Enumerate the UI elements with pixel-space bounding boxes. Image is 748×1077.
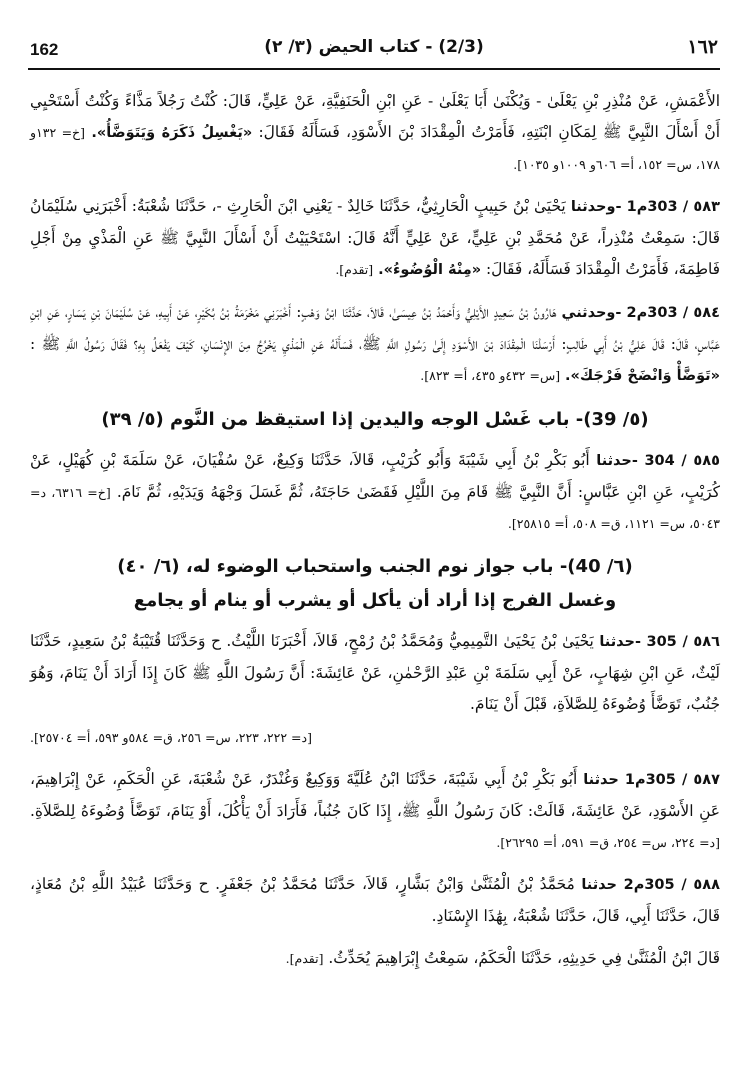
hadith-number: ٥٨٧ / 305م1 bbox=[624, 772, 720, 788]
continued-hadith bbox=[30, 86, 720, 180]
narration-keyword: حدثنا bbox=[583, 772, 619, 788]
hadith-reference: [خ= ٦٣١٦، د= ٥٠٤٣، س= ١١٢١، ق= ٥٠٨، أ= ٢٥٨١٥]. bbox=[30, 485, 720, 531]
hadith-585 bbox=[30, 445, 720, 539]
narration-keyword: -حدثنا bbox=[596, 453, 638, 469]
cross-reference-tag: [تقدم]. bbox=[285, 951, 324, 966]
hadith-583 bbox=[30, 191, 720, 286]
hadith-text: يَحْيَىٰ بْنُ يَحْيَىٰ التَّمِيمِيُّ وَمُحَمَّدُ بْنُ رُمْحٍ، قَالاَ، أَخْبَرَنَا اللَّيْثُ. ح وَحَدَّثَنَا قُتَيْبَةُ بْنُ سَعِيدٍ، حَدَّثَنَا لَيْثٌ، عَنِ ابْنِ شِهَابٍ، عَنْ أَبِي سَلَمَةَ بْنِ عَبْدِ الرَّحْمٰنِ، عَنْ عَائِشَةَ: أَنَّ رَسُولَ اللَّهِ ﷺ كَانَ إِذَا أَرَادَ أَنْ يَنَامَ، وَهُوَ جُنُبٌ، تَوَضَّأَ وُضُوءَهُ لِلصَّلاَةِ، قَبْلَ أَنْ يَنَامَ. bbox=[30, 632, 720, 713]
hadith-587 bbox=[30, 764, 720, 858]
hadith-text: يَحْيَىٰ بْنُ حَبِيبٍ الْحَارِثِيُّ، حَدَّثَنَا خَالِدٌ - يَعْنِي ابْنَ الْحَارِثِ -، حَدَّثَنَا شُعْبَةُ: أَخْبَرَنِي سُلَيْمَانُ قَالَ: سَمِعْتُ مُنْذِراً، عَنْ مُحَمَّدِ بْنِ عَلِيٍّ، عَنْ عَلِيٍّ أَنَّهُ قَالَ: اسْتَحْيَيْتُ أَنْ أَسْأَلَ النَّبِيَّ ﷺ عَنِ الْمَذْيِ مِنْ أَجْلِ فَاطِمَةَ، فَأَمَرْتُ الْمِقْدَادَ فَسَأَلَهُ، فَقَالَ: bbox=[30, 197, 721, 278]
hadith-reference: [د= ٢٢٢، ٢٢٣، س= ٢٥٦، ق= ٥٨٤و ٥٩٣، أ= ٢٥٧٠٤]. bbox=[30, 730, 312, 745]
narration-keyword: -وحدثني bbox=[561, 305, 622, 321]
hadith-584 bbox=[30, 297, 720, 392]
chapter-heading-line-1: (٦/ 40)- باب جواز نوم الجنب واستحباب الوضوء له، (٦/ ٤٠) bbox=[117, 556, 633, 577]
cross-reference-tag: [تقدم]. bbox=[335, 262, 374, 277]
hadith-number: ٥٨٤ / 303م2 bbox=[626, 305, 720, 321]
page-number-latin: 162 bbox=[30, 40, 59, 59]
hadith-quote: «مِنْهُ الْوُضُوءُ». bbox=[378, 262, 482, 278]
chapter-heading-39: (٥/ 39)- باب غَسْل الوجه واليدين إذا استيقظ من النَّوم (٥/ ٣٩) bbox=[101, 409, 649, 430]
closing-note bbox=[30, 943, 720, 974]
hadith-588 bbox=[30, 869, 720, 932]
closing-text: قَالَ ابْنُ الْمُثَنَّىٰ فِي حَدِيثِهِ، حَدَّثَنَا الْحَكَمُ، سَمِعْتُ إِبْرَاهِيمَ يُحَدِّثُ. bbox=[328, 949, 720, 967]
page-header bbox=[28, 30, 720, 70]
chapter-heading-line-2: وغسل الفرج إذا أراد أن يأكل أو يشرب أو ينام أو يجامع bbox=[133, 590, 617, 611]
running-title: (2/3) - كتاب الحيض (٣/ ٢) bbox=[264, 37, 484, 57]
hadith-reference: [خ= ١٣٢و ١٧٨، س= ١٥٢، أ= ٦٠٦و ١٠٠٩و ١٠٣٥]. bbox=[30, 125, 720, 172]
hadith-text: الأَعْمَشِ، عَنْ مُنْذِرِ بْنِ يَعْلَىٰ - وَيُكْنَىٰ أَبَا يَعْلَىٰ - عَنِ ابْنِ الْحَنَفِيَّةِ، عَنْ عَلِيٍّ، قَالَ: كُنْتُ رَجُلاً مَذَّاءً وَكُنْتُ أَسْتَحْيِي أَنْ أَسْأَلَ النَّبِيَّ ﷺ لِمَكَانِ ابْنَتِهِ، فَأَمَرْتُ الْمِقْدَادَ بْنَ الأَسْوَدِ، فَسَأَلَهُ فَقَالَ: bbox=[30, 92, 720, 141]
narration-keyword: -حدثنا bbox=[599, 634, 641, 650]
narration-keyword: حدثنا bbox=[581, 877, 617, 893]
hadith-number: ٥٨٣ / 303م1 bbox=[626, 199, 720, 215]
hadith-quote: «يَغْسِلُ ذَكَرَهُ وَيَتَوَضَّأُ». bbox=[91, 125, 253, 141]
narration-keyword: -وحدثنا bbox=[570, 199, 622, 215]
hadith-586 bbox=[30, 626, 720, 720]
hadith-text: أَبُو بَكْرِ بْنُ أَبِي شَيْبَةَ وَأَبُو كُرَيْبٍ، قَالاَ، حَدَّثَنَا وَكِيعٌ، عَنْ سُفْيَانَ، عَنْ سَلَمَةَ بْنِ كُهَيْلٍ، عَنْ كُرَيْبٍ، عَنِ ابْنِ عَبَّاسٍ: أَنَّ النَّبِيَّ ﷺ قَامَ مِنَ اللَّيْلِ فَقَضَىٰ حَاجَتَهُ، ثُمَّ غَسَلَ وَجْهَهُ وَيَدَيْهِ، ثُمَّ نَامَ. bbox=[30, 451, 720, 501]
page-number-arabic: ١٦٢ bbox=[687, 36, 718, 58]
page-body bbox=[30, 86, 720, 985]
hadith-text: هَارُونُ بْنُ سَعِيدٍ الأَيْلِيُّ وَأَحْمَدُ بْنُ عِيسَىٰ، قَالاَ، حَدَّثَنَا ابْنُ وَهْبٍ: أَخْبَرَنِي مَخْرَمَةُ بْنُ بُكَيْرٍ، عَنْ أَبِيهِ، عَنْ سُلَيْمَانَ بْنِ يَسَارٍ، عَنِ ابْنِ عَبَّاسٍ، قَالَ: قَالَ عَلِيُّ بْنُ أَبِي طَالِبٍ: أَرْسَلْنَا الْمِقْدَادَ بْنَ الأَسْوَدِ إِلَىٰ رَسُولِ اللَّهِ ﷺ، فَسَأَلَهُ عَنِ الْمَذْيِ يَخْرُجُ مِنَ الإِنْسَانِ، كَيْفَ يَفْعَلُ بِهِ؟ فَقَالَ رَسُولُ اللَّهِ ﷺ : bbox=[30, 303, 720, 353]
hadith-reference: [س= ٤٣٢و ٤٣٥، أ= ٨٢٣]. bbox=[420, 368, 561, 383]
hadith-reference: [د= ٢٢٤، س= ٢٥٤، ق= ٥٩١، أ= ٢٦٢٩٥]. bbox=[496, 835, 720, 850]
hadith-number: ٥٨٥ / 304 bbox=[644, 453, 720, 469]
hadith-number: ٥٨٦ / 305 bbox=[646, 634, 720, 650]
hadith-text: أَبُو بَكْرِ بْنُ أَبِي شَيْبَةَ، حَدَّثَنَا ابْنُ عُلَيَّةَ وَوَكِيعٌ وَغُنْدَرٌ، عَنْ شُعْبَةَ، عَنِ الْحَكَمِ، عَنْ إِبْرَاهِيمَ، عَنِ الأَسْوَدِ، عَنْ عَائِشَةَ، قَالَتْ: كَانَ رَسُولُ اللَّهِ ﷺ، إِذَا كَانَ جُنُباً، فَأَرَادَ أَنْ يَأْكُلَ، أَوْ يَنَامَ، تَوَضَّأَ وُضُوءَهُ لِلصَّلاَةِ. bbox=[30, 770, 720, 820]
hadith-number: ٥٨٨ / 305م2 bbox=[623, 877, 720, 893]
hadith-text: مُحَمَّدُ بْنُ الْمُثَنَّىٰ وَابْنُ بَشَّارٍ، قَالاَ، حَدَّثَنَا مُحَمَّدُ بْنُ جَعْفَرٍ. ح وَحَدَّثَنَا عُبَيْدُ اللَّهِ بْنُ مُعَاذٍ، قَالَ، حَدَّثَنَا أَبِي، قَالَ، حَدَّثَنَا شُعْبَةُ، بِهَٰذَا الإِسْنَادِ. bbox=[30, 875, 720, 925]
hadith-quote: «تَوَضَّأْ وَانْضَحْ فَرْجَكَ». bbox=[565, 368, 720, 384]
chapter-heading-40 bbox=[30, 550, 720, 618]
